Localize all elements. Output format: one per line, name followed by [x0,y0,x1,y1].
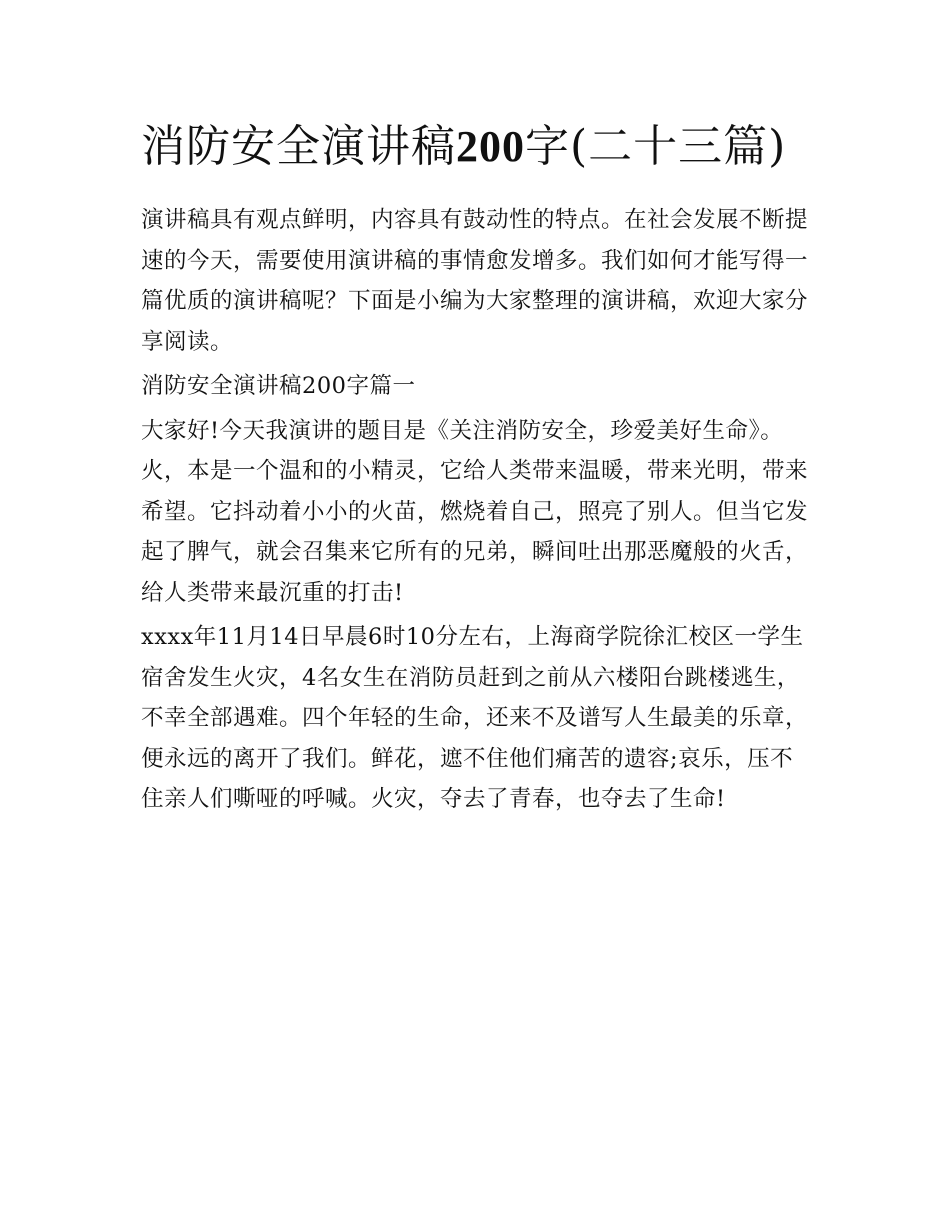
document-title [141,112,813,182]
title-text-start: 消防安全演讲稿 [141,121,456,172]
section-heading: 消防安全演讲稿200字篇一 [141,373,416,399]
intro-paragraph: 演讲稿具有观点鲜明，内容具有鼓动性的特点。在社会发展不断提速的今天，需要使用演讲稿的事情愈发增多。我们如何才能写得一篇优质的演讲稿呢？下面是小编为大家整理的演讲稿，欢迎大家分享阅读。 [141,207,809,355]
document-body [141,112,813,820]
title-number: 200 [456,122,525,171]
title-text-end: 字(二十三篇) [525,121,787,172]
speech-paragraph-1: 大家好!今天我演讲的题目是《关注消防安全，珍爱美好生命》。火，本是一个温和的小精灵，它给人类带来温暖，带来光明，带来希望。它抖动着小小的火苗，燃烧着自己，照亮了别人。但当它发起了脾气，就会召集来它所有的兄弟，瞬间吐出那恶魔般的火舌，给人类带来最沉重的打击! [141,417,809,606]
speech-paragraph-2: xxxx年11月14日早晨6时10分左右，上海商学院徐汇校区一学生宿舍发生火灾，4名女生在消防员赶到之前从六楼阳台跳楼逃生，不幸全部遇难。四个年轻的生命，还来不及谱写人生最美的乐章，便永远的离开了我们。鲜花，遮不住他们痛苦的遗容;哀乐，压不住亲人们嘶哑的呼喊。火灾，夺去了青春，也夺去了生命! [141,624,809,812]
